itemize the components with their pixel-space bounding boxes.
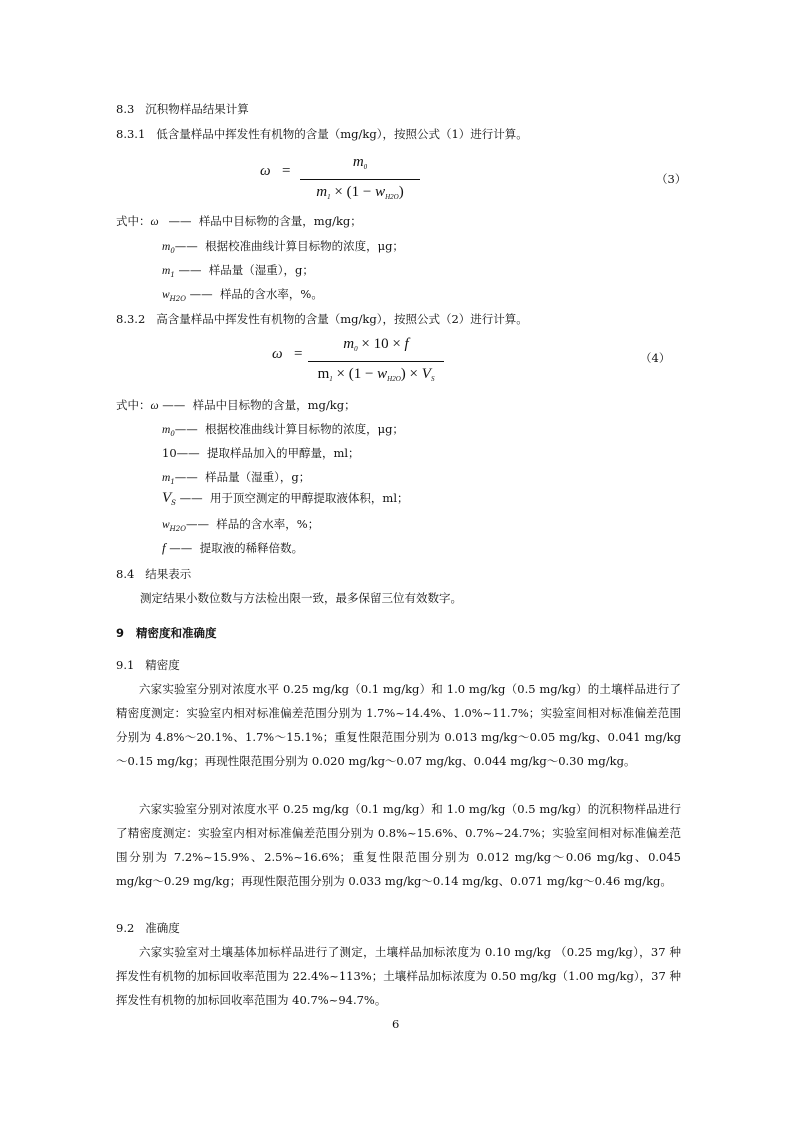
precision-paragraph-2	[116, 797, 681, 893]
denominator: $m_1 \times (1 - w_{H2O}) \times V_S$	[317, 366, 435, 383]
section-8-3-2-heading	[116, 311, 528, 327]
section-9-heading	[116, 625, 217, 641]
section-8-4-heading	[116, 566, 191, 582]
paragraph-text: 六家实验室分别对浓度水平 0.25 mg/kg（0.1 mg/kg）和 1.0 mg/kg（0.5 mg/kg）的土壤样品进行了精密度测定：实验室内相对标准偏差范围分别为 1.7%~14.4%、1.0%~11.7%；实验室间相对标准偏差范围分别为 4.8%～20.1%、1.7%～15.1%；重复性限范围分别为 0.013 mg/kg～0.05 mg/kg、0.041 mg/kg～0.15 mg/kg；再现性限范围分别为 0.020 mg/kg～0.07 mg/kg、0.044 mg/kg～0.30 mg/kg。	[116, 682, 681, 768]
section-text: 低含量样品中挥发性有机物的含量（mg/kg），按照公式（1）进行计算。	[156, 127, 528, 141]
section-number: 8.3.1	[116, 127, 146, 141]
omega-symbol: ω	[260, 163, 271, 179]
where-row: 10—— 提取样品加入的甲醇量，ml；	[162, 446, 360, 460]
equation-number: （3）	[656, 172, 687, 186]
fraction-bar	[308, 361, 444, 362]
section-title: 准确度	[145, 921, 180, 935]
where-row: $w_{H2O}——$ 样品的含水率，%；	[162, 517, 320, 533]
page-number: 6	[392, 1017, 400, 1031]
formula-3-fraction	[300, 152, 420, 207]
section-number: 9.2	[116, 921, 135, 935]
numerator: $m_0 \times 10 \times f$	[343, 336, 409, 353]
section-8-3-1-heading	[116, 126, 528, 142]
where-row: 式中：ω —— 样品中目标物的含量，mg/kg；	[116, 398, 356, 412]
section-title: 结果表示	[145, 567, 192, 581]
paragraph-text: 六家实验室分别对浓度水平 0.25 mg/kg（0.1 mg/kg）和 1.0 mg/kg（0.5 mg/kg）的沉积物样品进行了精密度测定：实验室内相对标准偏差范围分别为 0.8%~15.6%、0.7%~24.7%；实验室间相对标准偏差范围分别为 7.2%~15.9%、2.5%~16.6%；重复性限范围分别为 0.012 mg/kg～0.06 mg/kg、0.045 mg/kg～0.29 mg/kg；再现性限范围分别为 0.033 mg/kg～0.14 mg/kg、0.071 mg/kg～0.46 mg/kg。	[116, 802, 681, 888]
section-title: 沉积物样品结果计算	[145, 102, 249, 116]
section-9-1-heading	[116, 657, 180, 673]
section-title: 精密度	[145, 658, 180, 672]
where-row: f —— 提取液的稀释倍数。	[162, 540, 304, 555]
denominator: $m_1 \times (1 - w_{H2O})$	[316, 184, 404, 201]
section-title: 精密度和准确度	[136, 626, 217, 640]
section-text: 高含量样品中挥发性有机物的含量（mg/kg），按照公式（2）进行计算。	[156, 312, 528, 326]
section-8-3-heading	[116, 101, 249, 117]
omega-symbol: ω	[272, 346, 283, 362]
where-row: $m_0——$ 根据校准曲线计算目标物的浓度，μg；	[162, 422, 404, 438]
fraction-bar	[300, 179, 420, 180]
equals-sign: =	[282, 163, 291, 179]
numerator: $m_0$	[352, 154, 368, 171]
formula-4-fraction	[308, 334, 444, 389]
where-row: $m_1$ —— 样品量（湿重），g；	[162, 263, 314, 279]
where-row: $m_0——$ 根据校准曲线计算目标物的浓度，μg；	[162, 239, 404, 255]
section-number: 9.1	[116, 658, 135, 672]
where-row: $w_{H2O}$ —— 样品的含水率，%。	[162, 287, 323, 303]
where-lead: 式中：	[116, 214, 151, 228]
equals-sign: =	[294, 346, 303, 362]
where-row: $V_S$ —— 用于顶空测定的甲醇提取液体积，ml；	[162, 490, 409, 507]
section-number: 8.3.2	[116, 312, 146, 326]
paragraph-text: 六家实验室对土壤基体加标样品进行了测定，土壤样品加标浓度为 0.10 mg/kg （0.25 mg/kg），37 种挥发性有机物的加标回收率范围为 22.4%~113%；土壤样品加标浓度为 0.50 mg/kg（1.00 mg/kg），37 种挥发性有机物的加标回收率范围为 40.7%~94.7%。	[116, 945, 681, 1007]
where-lead: 式中：	[116, 398, 151, 412]
where-row: $m_1——$ 样品量（湿重），g；	[162, 470, 311, 486]
where-row: 式中：ω —— 样品中目标物的含量，mg/kg；	[116, 214, 362, 228]
section-number: 8.3	[116, 102, 135, 116]
equation-number: （4）	[640, 351, 671, 365]
section-9-2-heading	[116, 920, 180, 936]
accuracy-paragraph	[116, 940, 681, 1012]
section-8-4-text: 测定结果小数位数与方法检出限一致，最多保留三位有效数字。	[140, 591, 462, 605]
precision-paragraph-1	[116, 677, 681, 773]
section-number: 9	[116, 626, 125, 640]
section-number: 8.4	[116, 567, 135, 581]
